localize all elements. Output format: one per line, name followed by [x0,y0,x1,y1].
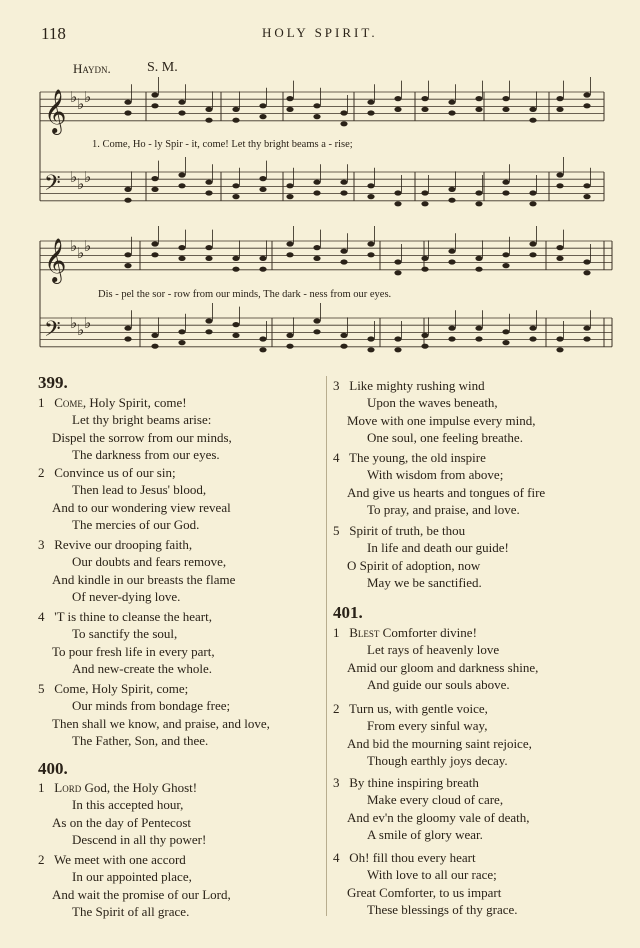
note-head [178,100,185,105]
flat-sign-icon: ♭ [70,237,78,255]
note-head [205,256,212,261]
note-head [394,347,401,352]
tune-name: Haydn. [73,61,111,76]
hymn-399-verse-5: 5 Come, Holy Spirit, come; Our minds from bondage free; Then shall we know, and praise, and love, The Father, Son, and thee. [38,681,270,748]
note-head [448,110,455,115]
note-head [124,100,131,105]
note-head [502,329,509,334]
note-head [448,249,455,254]
note-head [583,326,590,331]
note-head [502,190,509,195]
note-head [178,340,185,345]
note-head [259,267,266,272]
note-head [259,114,266,119]
note-head [529,201,536,206]
note-head [259,103,266,108]
flat-sign-icon: ♭ [84,237,92,255]
hymn-number-399: 399. [38,373,68,392]
note-head [124,198,131,203]
note-head [205,190,212,195]
note-head [232,118,239,123]
hymn-401-verse-1: 1 Blest Comforter divine! Let rays of heavenly love Amid our gloom and darkness shine, And guide our souls above. [333,625,539,692]
note-head [205,245,212,250]
note-head [394,96,401,101]
note-head [151,176,158,181]
note-head [124,326,131,331]
bass-clef-icon: 𝄢 [44,317,61,347]
note-head [124,336,131,341]
note-head [367,110,374,115]
note-head [421,256,428,261]
note-head [448,336,455,341]
note-head [556,347,563,352]
note-head [394,107,401,112]
running-title: HOLY SPIRIT. [262,25,378,40]
note-head [205,318,212,323]
note-head [475,256,482,261]
note-head [367,100,374,105]
tune-meter: S. M. [147,60,178,75]
note-head [313,245,320,250]
note-head [502,252,509,257]
hymn-399-verse-2: 2 Convince us of our sin; Then lead to Jesus' blood, And to our wondering view reveal The mercies of our God. [38,465,231,532]
note-head [151,241,158,246]
note-head [448,326,455,331]
page-number: 118 [41,24,66,43]
note-head [421,190,428,195]
note-head [556,96,563,101]
note-head [286,252,293,257]
note-head [529,252,536,257]
note-head [232,194,239,199]
note-head [340,180,347,185]
note-head [205,107,212,112]
note-head [205,118,212,123]
note-head [529,107,536,112]
bass-clef-icon: 𝄢 [44,171,61,201]
note-head [583,194,590,199]
note-head [286,344,293,349]
note-head [178,183,185,188]
note-head [313,329,320,334]
note-head [232,322,239,327]
note-head [151,187,158,192]
note-head [340,249,347,254]
score-lyric-line-2: Dis - pel the sor - row from our minds, The dark - ness from our eyes. [98,289,392,300]
note-head [394,201,401,206]
hymn-399-verse-4: 4 'T is thine to cleanse the heart, To sanctify the soul, To pour fresh life in every part, And new-create the whole. [38,609,215,676]
note-head [124,263,131,268]
note-head [259,176,266,181]
hymn-400-verse-1: 1 Lord God, the Holy Ghost! In this accepted hour, As on the day of Pentecost Descend in all thy power! [38,780,207,847]
music-score [0,0,640,360]
note-head [421,96,428,101]
note-head [529,190,536,195]
flat-sign-icon: ♭ [70,88,78,106]
note-head [286,183,293,188]
hymn-401-verse-2: 2 Turn us, with gentle voice, From every sinful way, And bid the mourning saint rejoice, Though earthly joys decay. [333,701,532,768]
hymn-401-verse-3: 3 By thine inspiring breath Make every cloud of care, And ev'n the gloomy vale of death, A smile of glory wear. [333,775,530,842]
flat-sign-icon: ♭ [84,168,92,186]
note-head [367,183,374,188]
note-head [232,107,239,112]
note-head [151,344,158,349]
note-head [340,259,347,264]
note-head [556,172,563,177]
note-head [367,241,374,246]
note-head [556,183,563,188]
note-head [394,190,401,195]
note-head [286,96,293,101]
note-head [286,333,293,338]
note-head [313,180,320,185]
note-head [124,252,131,257]
note-head [259,347,266,352]
note-head [475,201,482,206]
flat-sign-icon: ♭ [77,321,85,339]
note-head [475,96,482,101]
note-head [421,107,428,112]
note-head [502,107,509,112]
flat-sign-icon: ♭ [84,88,92,106]
note-head [421,267,428,272]
note-head [340,190,347,195]
note-head [205,329,212,334]
note-head [178,245,185,250]
note-head [232,333,239,338]
note-head [475,336,482,341]
flat-sign-icon: ♭ [70,314,78,332]
hymn-400-verse-3: 3 Like mighty rushing wind Upon the waves beneath, Move with one impulse every mind, One soul, one feeling breathe. [333,378,536,445]
note-head [448,100,455,105]
note-head [286,241,293,246]
note-head [502,263,509,268]
note-head [529,326,536,331]
note-head [232,256,239,261]
hymn-400-verse-5: 5 Spirit of truth, be thou In life and death our guide! O Spirit of adoption, now May we be sanctified. [333,523,509,590]
hymn-400-verse-4: 4 The young, the old inspire With wisdom from above; And give us hearts and tongues of fire To pray, and praise, and love. [333,450,546,517]
note-head [583,103,590,108]
note-head [448,187,455,192]
note-head [232,267,239,272]
note-head [583,336,590,341]
flat-sign-icon: ♭ [70,168,78,186]
flat-sign-icon: ♭ [77,175,85,193]
note-head [556,107,563,112]
note-head [583,259,590,264]
note-head [151,333,158,338]
note-head [340,121,347,126]
note-head [583,183,590,188]
note-head [394,259,401,264]
note-head [205,180,212,185]
note-head [151,92,158,97]
note-head [367,194,374,199]
note-head [151,252,158,257]
note-head [475,326,482,331]
note-head [313,114,320,119]
note-head [178,329,185,334]
note-head [502,96,509,101]
hymn-399-verse-3: 3 Revive our drooping faith, Our doubts and fears remove, And kindle in our breasts the flame Of never-dying love. [38,537,236,604]
note-head [313,318,320,323]
flat-sign-icon: ♭ [77,244,85,262]
flat-sign-icon: ♭ [77,95,85,113]
note-head [313,103,320,108]
treble-clef-icon: 𝄞 [44,89,67,133]
note-head [313,190,320,195]
note-head [259,256,266,261]
note-head [502,180,509,185]
note-head [394,270,401,275]
column-divider [326,376,327,916]
hymn-400-verse-2: 2 We meet with one accord In our appointed place, And wait the promise of our Lord, The Spirit of all grace. [38,852,231,919]
note-head [340,333,347,338]
note-head [178,110,185,115]
hymn-number-400: 400. [38,759,68,778]
score-lyric-line-1: 1. Come, Ho - ly Spir - it, come! Let thy bright beams a - rise; [92,139,353,150]
hymn-399-verse-1: 1 Come, Holy Spirit, come! Let thy bright beams arise: Dispel the sorrow from our minds, The darkness from our eyes. [38,395,232,462]
note-head [502,340,509,345]
note-head [448,259,455,264]
hymn-number-401: 401. [333,603,363,622]
note-head [556,336,563,341]
note-head [448,198,455,203]
note-head [124,110,131,115]
note-head [367,252,374,257]
note-head [421,344,428,349]
hymn-401-verse-4: 4 Oh! fill thou every heart With love to all our race; Great Comforter, to us impart These blessings of thy grace. [333,850,518,917]
note-head [340,110,347,115]
note-head [367,336,374,341]
note-head [232,183,239,188]
note-head [394,336,401,341]
note-head [529,118,536,123]
note-head [286,194,293,199]
note-head [421,333,428,338]
treble-clef-icon: 𝄞 [44,238,67,282]
note-head [313,256,320,261]
note-head [421,201,428,206]
note-head [556,245,563,250]
note-head [475,190,482,195]
note-head [583,92,590,97]
note-head [151,103,158,108]
note-head [583,270,590,275]
note-head [529,336,536,341]
note-head [340,344,347,349]
note-head [475,107,482,112]
flat-sign-icon: ♭ [84,314,92,332]
note-head [556,256,563,261]
note-head [286,107,293,112]
note-head [178,256,185,261]
note-head [178,172,185,177]
note-head [475,267,482,272]
note-head [259,187,266,192]
note-head [367,347,374,352]
note-head [259,336,266,341]
note-head [124,187,131,192]
note-head [529,241,536,246]
